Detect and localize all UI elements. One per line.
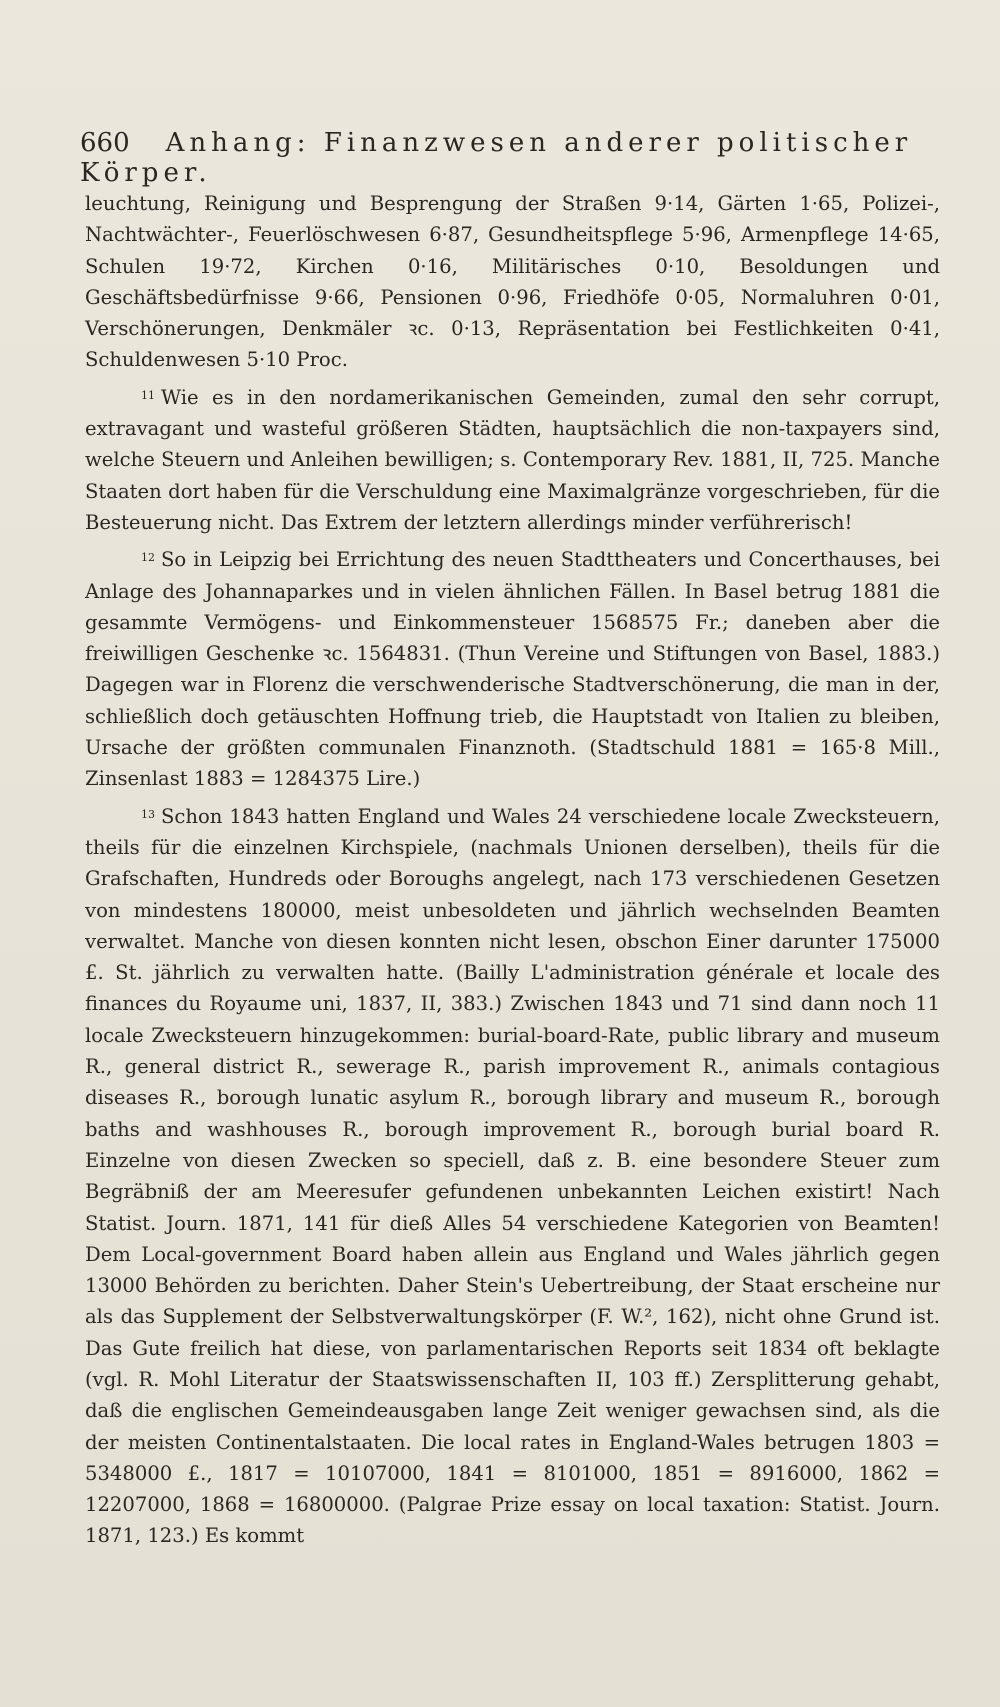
- footnote-number: 13: [141, 807, 155, 821]
- footnote-13: [85, 801, 940, 1552]
- footnote-11: [85, 382, 940, 538]
- footnote-text: Wie es in den nordamerikanischen Gemeinden, zumal den sehr corrupt, extravagant und wasteful größeren Städten, hauptsächlich die non-taxpayers sind, welche Steuern und Anleihen bewilligen; s. Contemporary Rev. 1881, II, 725. Manche Staaten dort haben für die Verschuldung eine Maximalgränze vorgeschrieben, für die Besteuerung nicht. Das Extrem der letztern allerdings minder verführerisch!: [85, 385, 940, 534]
- continued-paragraph: [85, 188, 940, 376]
- running-title: Anhang: Finanzwesen anderer politischer Körper.: [80, 128, 913, 188]
- page-number: 660: [80, 128, 130, 158]
- paragraph-text: leuchtung, Reinigung und Besprengung der Straßen 9·14, Gärten 1·65, Polizei-, Nachtwächter-, Feuerlöschwesen 6·87, Gesundheitspflege 5·96, Armenpflege 14·65, Schulen 19·72, Kirchen 0·16, Militärisches 0·10, Besoldungen und Geschäftsbedürfnisse 9·66, Pensionen 0·96, Friedhöfe 0·05, Normaluhren 0·01, Verschönerungen, Denkmäler ꝛc. 0·13, Repräsentation bei Festlichkeiten 0·41, Schuldenwesen 5·10 Proc.: [85, 192, 940, 372]
- page-body: [85, 188, 940, 1552]
- page-header: [80, 128, 940, 188]
- footnote-number: 12: [141, 551, 155, 565]
- footnote-12: [85, 544, 940, 794]
- footnote-text: Schon 1843 hatten England und Wales 24 verschiedene locale Zwecksteuern, theils für die einzelnen Kirchspiele, (nachmals Unionen derselben), theils für die Grafschaften, Hundreds oder Boroughs angelegt, nach 173 verschiedenen Gesetzen von mindestens 180000, meist unbesoldeten und jährlich wechselnden Beamten verwaltet. Manche von diesen konnten nicht lesen, obschon Einer darunter 175000 £. St. jährlich zu verwalten hatte. (Bailly L'administration générale et locale des finances du Royaume uni, 1837, II, 383.) Zwischen 1843 und 71 sind dann noch 11 locale Zwecksteuern hinzugekommen: burial-board-Rate, public library and museum R., general district R., sewerage R., parish improvement R., animals contagious diseases R., borough lunatic asylum R., borough library and museum R., borough baths and washhouses R., borough improvement R., borough burial board R. Einzelne von diesen Zwecken so speciell, daß z. B. eine besondere Steuer zum Begräbniß der am Meeresufer gefundenen unbekannten Leichen existirt! Nach Statist. Journ. 1871, 141 für dieß Alles 54 verschiedene Kategorien von Beamten! Dem Local-government Board haben allein aus England und Wales jährlich gegen 13000 Behörden zu berichten. Daher Stein's Uebertreibung, der Staat erscheine nur als das Supplement der Selbstverwaltungskörper (F. W.², 162), nicht ohne Grund ist. Das Gute freilich hat diese, von parlamentarischen Reports seit 1834 oft beklagte (vgl. R. Mohl Literatur der Staatswissenschaften II, 103 ff.) Zersplitterung gehabt, daß die englischen Gemeindeausgaben lange Zeit weniger gewachsen sind, als die der meisten Continentalstaaten. Die local rates in England-Wales betrugen 1803 = 5348000 £., 1817 = 10107000, 1841 = 8101000, 1851 = 8916000, 1862 = 12207000, 1868 = 16800000. (Palgrae Prize essay on local taxation: Statist. Journ. 1871, 123.) Es kommt: [85, 804, 940, 1548]
- footnote-text: So in Leipzig bei Errichtung des neuen Stadttheaters und Concerthauses, bei Anlage des Johannaparkes und in vielen ähnlichen Fällen. In Basel betrug 1881 die gesammte Vermögens- und Einkommensteuer 1568575 Fr.; daneben aber die freiwilligen Geschenke ꝛc. 1564831. (Thun Vereine und Stiftungen von Basel, 1883.) Dagegen war in Florenz die verschwenderische Stadtverschönerung, die man in der, schließlich doch getäuschten Hoffnung trieb, die Hauptstadt von Italien zu bleiben, Ursache der größten communalen Finanznoth. (Stadtschuld 1881 = 165·8 Mill., Zinsenlast 1883 = 1284375 Lire.): [85, 548, 940, 791]
- footnote-number: 11: [141, 388, 155, 402]
